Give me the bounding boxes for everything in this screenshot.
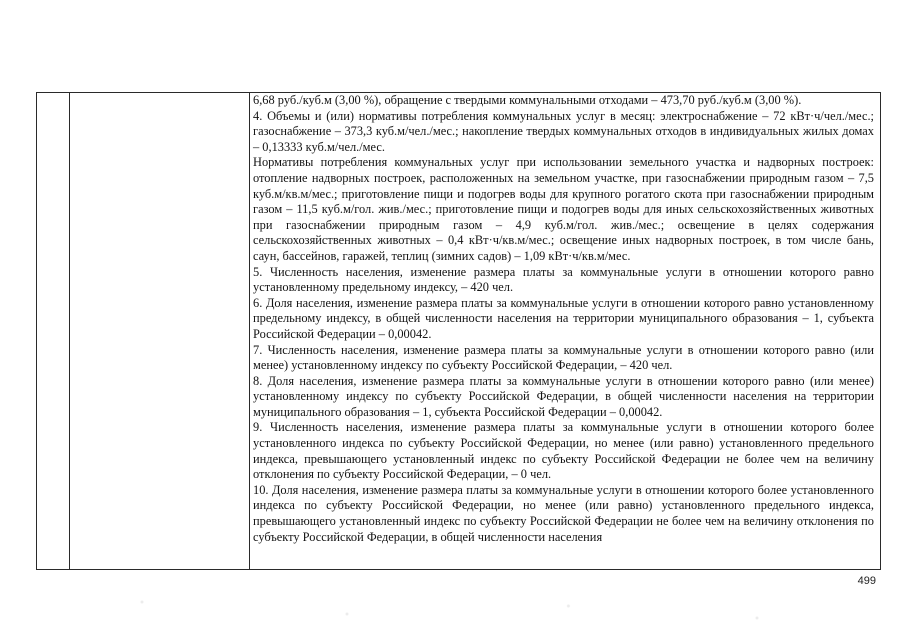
paragraph: 10. Доля населения, изменение размера платы за коммунальные услуги в отношении которого более установленного индекса по субъекту Российской Федерации, но менее (или равно) установленного предельного индекса, превышающего установленный индекс по субъекту Российской Федерации не более чем на величину отклонения по субъекту Российской Федерации, в общей численности населения xyxy=(253,482,874,544)
document-table xyxy=(36,92,881,570)
paragraph: 9. Численность населения, изменение размера платы за коммунальные услуги в отношении которого более установленного индекса по субъекту Российской Федерации, но менее (или равно) установленного предельного индекса, превышающего установленный индекс по субъекту Российской Федерации не более чем на величину отклонения по субъекту Российской Федерации, – 0 чел. xyxy=(253,420,874,482)
paragraph: 4. Объемы и (или) нормативы потребления коммунальных услуг в месяц: электроснабжение – 72 кВт·ч/чел./мес.; газоснабжение – 373,3 куб.м/чел./мес.; накопление твердых коммунальных отходов в индивидуальных жилых домах – 0,13333 куб.м/чел./мес. xyxy=(253,108,874,154)
paragraph: 8. Доля населения, изменение размера платы за коммунальные услуги в отношении которого равно (или менее) установленному индексу по субъекту Российской Федерации, в общей численности населения на территории муниципального образования – 1, субъекта Российской Федерации – 0,00042. xyxy=(253,373,874,419)
scan-noise xyxy=(60,590,880,630)
paragraph: Нормативы потребления коммунальных услуг при использовании земельного участка и надворных построек: отопление надворных построек, расположенных на земельном участке, при газоснабжении природным газом – 7,5 куб.м/кв.м/мес.; приготовление пищи и подогрев воды для крупного рогатого скота при газоснабжении природным газом – 11,5 куб.м/гол. жив./мес.; приготовление пищи и подогрев воды для иных сельскохозяйственных животных при газоснабжении природным газом – 4,9 куб.м/гол. жив./мес.; освещение в целях содержания сельскохозяйственных животных – 0,4 кВт·ч/кв.м/мес.; освещение иных надворных построек, в том числе бань, саун, бассейнов, гаражей, теплиц (зимних садов) – 1,09 кВт·ч/кв.м/мес. xyxy=(253,155,874,263)
page-number: 499 xyxy=(857,575,876,587)
table-cell-content xyxy=(249,93,880,569)
paragraph: 5. Численность населения, изменение размера платы за коммунальные услуги в отношении которого равно установленному предельному индексу, – 420 чел. xyxy=(253,264,874,295)
paragraph: 6. Доля населения, изменение размера платы за коммунальные услуги в отношении которого равно установленному предельному индексу, в общей численности населения на территории муниципального образования – 1, субъекта Российской Федерации – 0,00042. xyxy=(253,295,874,341)
paragraph: 7. Численность населения, изменение размера платы за коммунальные услуги в отношении которого равно (или менее) установленному индексу по субъекту Российской Федерации, – 420 чел. xyxy=(253,342,874,373)
table-column-divider xyxy=(69,93,70,569)
paragraph: 6,68 руб./куб.м (3,00 %), обращение с твердыми коммунальными отходами – 473,70 руб./куб.м (3,00 %). xyxy=(253,93,802,107)
